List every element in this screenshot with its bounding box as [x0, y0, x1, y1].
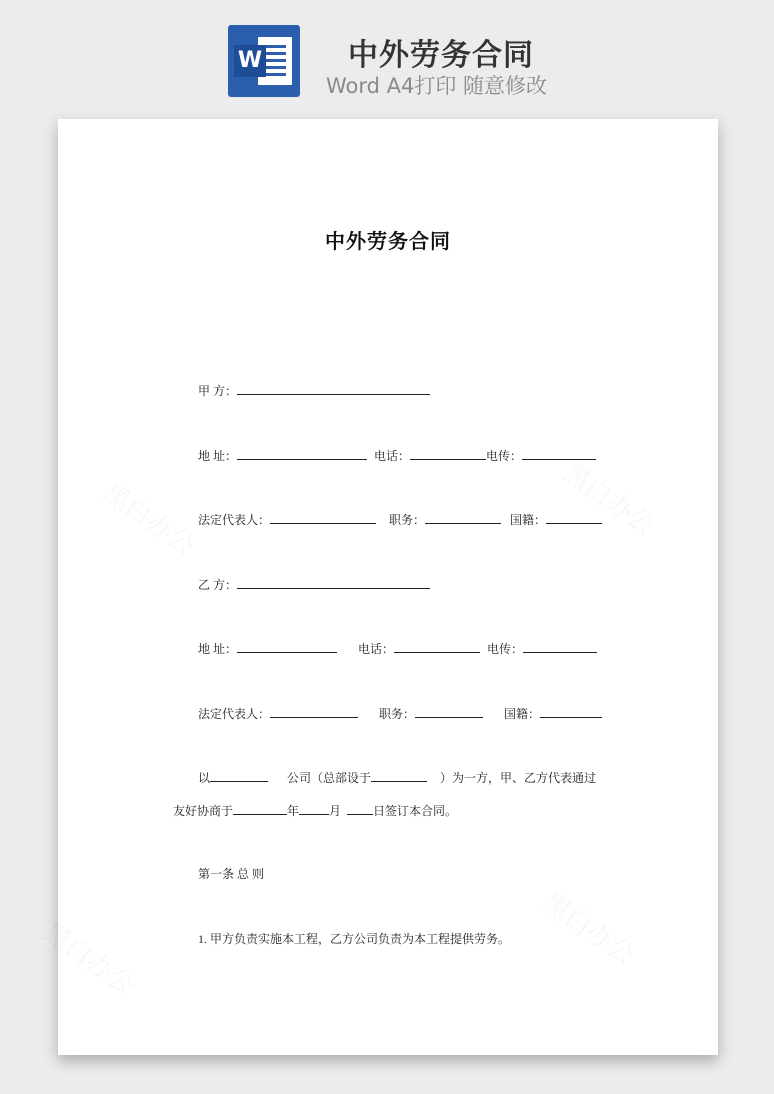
- phone-label: 电话：: [374, 449, 411, 463]
- rep-label: 法定代表人：: [198, 513, 271, 527]
- intro-text: 月: [329, 804, 342, 818]
- document-title: 中外劳务合同: [325, 229, 451, 253]
- document-page: [58, 119, 718, 1055]
- nationality-blank[interactable]: [546, 511, 602, 524]
- banner-title: 中外劳务合同: [348, 38, 534, 73]
- party-b-label: 乙 方：: [198, 578, 238, 592]
- watermark: [537, 883, 643, 973]
- intro-line-2: [173, 802, 457, 819]
- address-label: 地 址：: [198, 642, 238, 656]
- intro-text: 以: [198, 771, 211, 785]
- position-blank[interactable]: [425, 511, 501, 524]
- watermark: [37, 913, 143, 1003]
- watermark: [557, 453, 663, 543]
- party-a-contact-line: [198, 447, 596, 464]
- party-b-contact-line: [198, 640, 597, 657]
- address-blank[interactable]: [237, 447, 367, 460]
- party-a-label: 甲 方：: [198, 384, 238, 398]
- hq-blank[interactable]: [371, 769, 427, 782]
- intro-text: 公司（总部设于: [287, 771, 372, 785]
- party-b-rep-line: [198, 705, 602, 722]
- phone-label: 电话：: [358, 642, 395, 656]
- company-blank[interactable]: [210, 769, 268, 782]
- article-1-item-1: 1. 甲方负责实施本工程，乙方公司负责为本工程提供劳务。: [198, 932, 511, 946]
- fax-label: 电传：: [487, 642, 524, 656]
- rep-label: 法定代表人：: [198, 707, 271, 721]
- date-month-blank[interactable]: [299, 802, 329, 815]
- party-a-rep-line: [198, 511, 602, 528]
- intro-text: 日签订本合同。: [373, 804, 458, 818]
- intro-text: 友好协商于: [173, 804, 234, 818]
- intro-line-1: [198, 769, 596, 786]
- address-label: 地 址：: [198, 449, 238, 463]
- rep-blank[interactable]: [270, 511, 376, 524]
- position-label: 职务：: [389, 513, 426, 527]
- banner: [0, 0, 774, 110]
- phone-blank[interactable]: [410, 447, 486, 460]
- word-logo-letter: W: [234, 45, 266, 77]
- nationality-label: 国籍：: [510, 513, 547, 527]
- rep-blank[interactable]: [270, 705, 358, 718]
- fax-blank[interactable]: [523, 640, 597, 653]
- word-doc-icon: [228, 25, 300, 97]
- fax-blank[interactable]: [522, 447, 596, 460]
- intro-text: ）为一方，甲、乙方代表通过: [440, 771, 597, 785]
- position-blank[interactable]: [415, 705, 483, 718]
- party-b-blank[interactable]: [237, 576, 430, 589]
- nationality-blank[interactable]: [540, 705, 602, 718]
- address-blank[interactable]: [237, 640, 337, 653]
- intro-text: 年: [287, 804, 300, 818]
- nationality-label: 国籍：: [504, 707, 541, 721]
- party-b-line: [198, 576, 430, 593]
- party-a-blank[interactable]: [237, 382, 430, 395]
- date-day-blank[interactable]: [347, 802, 373, 815]
- banner-subtitle: Word A4打印 随意修改: [326, 74, 548, 98]
- article-1-heading: 第一条 总 则: [198, 867, 265, 881]
- watermark: [97, 473, 203, 563]
- position-label: 职务：: [379, 707, 416, 721]
- date-year-blank[interactable]: [233, 802, 287, 815]
- party-a-line: [198, 382, 430, 399]
- phone-blank[interactable]: [394, 640, 480, 653]
- fax-label: 电传：: [486, 449, 523, 463]
